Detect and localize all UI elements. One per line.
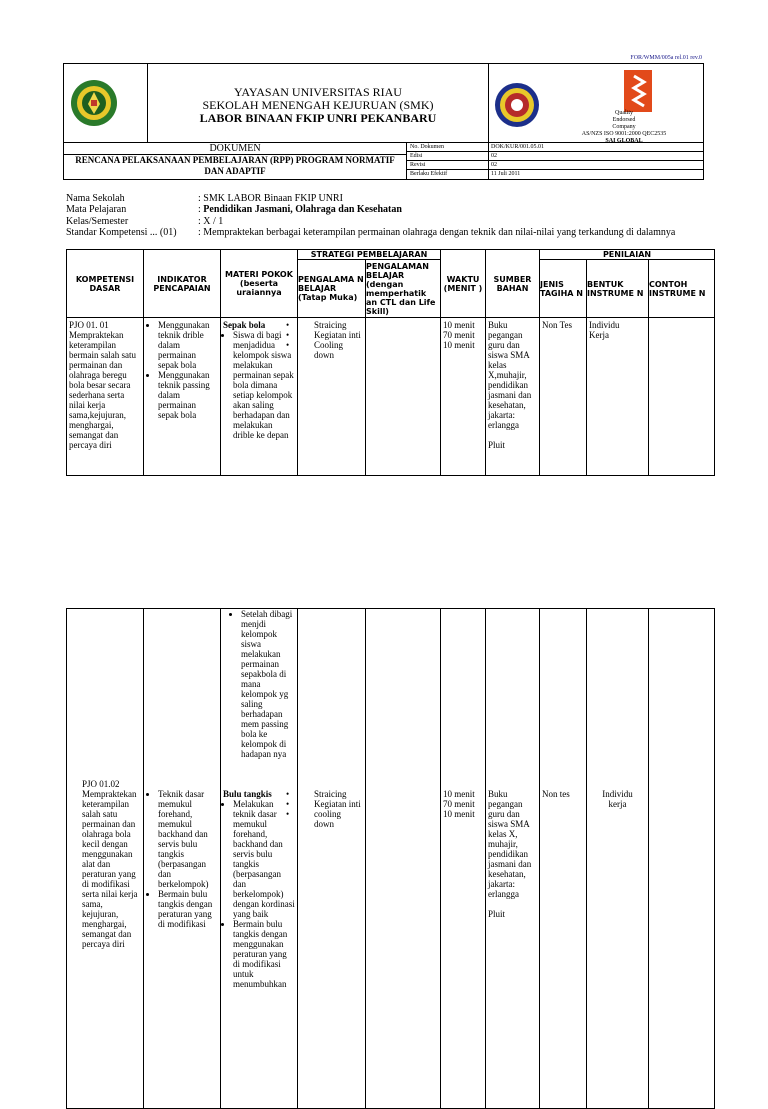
th-materi: MATERI POKOK (beserta uraiannya <box>221 250 298 318</box>
school-name: SEKOLAH MENENGAH KEJURUAN (SMK) <box>202 98 434 112</box>
cert-sai: SAI GLOBAL <box>605 138 643 144</box>
meta-value-1: 02 <box>491 153 497 159</box>
meta-label-0: No. Dokumen <box>410 144 444 150</box>
tatap-2-item: • cooling down <box>300 809 363 829</box>
indikator-1-item: • Menggunakan teknik passing dalam permainan sepak bola <box>158 370 218 420</box>
kompetensi-2-text: PJO 01.02 Mempraktekan keterampilan salah satu permainan dan olahraga bola kecil dengan menggunakan alat dan peraturan yang di modifikasi serta nilai kerja sama, kejujuran, menghargai, semangat dan percaya diri <box>82 779 138 949</box>
contoh-1 <box>649 318 715 476</box>
kelas-value: : X / 1 <box>198 216 224 227</box>
materi-2 <box>221 609 298 1109</box>
unri-logo <box>69 78 119 128</box>
cert-company: Company <box>612 124 636 130</box>
bentuk-2-text: Individu kerja <box>602 789 633 809</box>
document-row <box>63 143 704 180</box>
th-kompetensi: KOMPETENSI DASAR <box>67 250 144 318</box>
th-sumber: SUMBER BAHAN <box>486 250 540 318</box>
waktu-1: 10 menit 70 menit 10 menit <box>441 318 486 476</box>
meta-value-2: 02 <box>491 162 497 168</box>
materi-2-title: Bulu tangkis <box>223 789 272 799</box>
lab-name: LABOR BINAAN FKIP UNRI PEKANBARU <box>199 111 437 125</box>
document-label: DOKUMEN <box>209 143 261 154</box>
meta-value-3: 11 Juli 2011 <box>491 171 521 177</box>
cert-endorsed: Endorsed <box>612 117 636 123</box>
nama-sekolah-label: Nama Sekolah <box>66 193 125 204</box>
th-waktu: WAKTU (MENIT ) <box>441 250 486 318</box>
th-ctl: PENGALAMAN BELAJAR (dengan memperhatik an CTL dan Life Skill) <box>366 260 441 318</box>
cert-quality: Quality <box>615 110 633 116</box>
bentuk-1: Individu Kerja <box>587 318 649 476</box>
form-code: FOR/WMM/005a rel.01 rev.0 <box>630 55 702 61</box>
jenis-1: Non Tes <box>540 318 587 476</box>
ctl-1 <box>366 318 441 476</box>
tatap-1-item: • Straicing <box>300 320 363 330</box>
foundation-name: YAYASAN UNIVERSITAS RIAU <box>234 85 402 99</box>
rpp-table-continued <box>66 608 715 1109</box>
th-tatap: PENGALAMA N BELAJAR (Tatap Muka) <box>298 260 366 318</box>
table-row <box>67 318 715 476</box>
th-strategi: STRATEGI PEMBELAJARAN <box>298 250 441 260</box>
jenis-2-text: Non tes <box>542 789 570 799</box>
tatap-1-item: • Kegiatan inti <box>300 330 363 340</box>
materi-2-item: • Bermain bulu tangkis dengan menggunakan peraturan yang di modifikasi untuk menumbuhkan <box>233 919 295 989</box>
mapel-label: Mata Pelajaran <box>66 204 127 215</box>
document-title: RENCANA PELAKSANAAN PEMBELAJARAN (RPP) PROGRAM NORMATIF DAN ADAPTIF <box>75 155 395 176</box>
th-contoh: CONTOH INSTRUME N <box>649 260 715 318</box>
sumber-1: Buku pegangan guru dan siswa SMA kelas X,muhajir, pendidikan jasmani dan kesehatan, jakarta: erlangga Pluit <box>486 318 540 476</box>
meta-label-1: Edisi <box>410 153 423 159</box>
meta-label-3: Berlaku Efektif <box>410 171 448 177</box>
sumber-2 <box>486 609 540 1109</box>
nama-sekolah-value: : SMK LABOR Binaan FKIP UNRI <box>198 193 343 204</box>
school-logo <box>494 82 540 128</box>
table-row <box>67 609 715 1109</box>
jenis-2 <box>540 609 587 1109</box>
tatap-2-item: • Kegiatan inti <box>300 799 363 809</box>
indikator-2-item: • Teknik dasar memukul forehand, memukul backhand dan servis bulu tangkis (berpasangan dan berkelompok) <box>158 789 218 889</box>
quality-badge <box>624 70 652 112</box>
kompetensi-2 <box>67 609 144 1109</box>
cert-iso: AS/NZS ISO 9001:2000 QEC2535 <box>581 131 667 137</box>
kelas-label: Kelas/Semester <box>66 216 129 227</box>
th-jenis: JENIS TAGIHA N <box>540 260 587 318</box>
contoh-2 <box>649 609 715 1109</box>
sumber-2-text: Buku pegangan guru dan siswa SMA kelas X, muhajir, pendidikan jasmani dan kesehatan, jakarta: erlangga Pluit <box>488 789 532 919</box>
meta-value-0: DOK/KUR/001.05.01 <box>491 144 545 150</box>
th-penilaian: PENILAIAN <box>540 250 715 260</box>
tatap-1-item: • Cooling down <box>300 340 363 360</box>
sk-label: Standar Kompetensi ... (01) <box>66 227 177 238</box>
materi-1-item: • Siswa di bagi menjadidua kelompok siswa melakukan permainan sepak bola dimana setiap kelompok akan saling berhadapan dan melakukan drible ke depan <box>233 330 295 440</box>
kompetensi-1: PJO 01. 01 Mempraktekan keterampilan bermain salah satu permainan dan olahraga beregu bola besar secara sederhana serta nilai kerja sama,kejujuran, menghargai, semangat dan percaya diri <box>67 318 144 476</box>
materi-2-cont-item: • Setelah dibagi menjdi kelompok siswa melakukan permainan sepakbola di mana kelompok yg saling berhadapan mem passing bola ke kelompok di hadapan nya <box>241 609 295 759</box>
bentuk-2 <box>587 609 649 1109</box>
letterhead <box>63 63 704 143</box>
sk-value: : Mempraktekan berbagai keterampilan permainan olahraga dengan teknik dan nilai-nilai yang terkandung di dalamnya <box>198 227 676 238</box>
waktu-2-text: 10 menit 70 menit 10 menit <box>443 789 475 819</box>
tatap-2 <box>298 609 366 1109</box>
th-bentuk: BENTUK INSTRUME N <box>587 260 649 318</box>
ctl-2 <box>366 609 441 1109</box>
mapel-value: Pendidikan Jasmani, Olahraga dan Kesehatan <box>203 204 402 215</box>
indikator-2 <box>144 609 221 1109</box>
waktu-2 <box>441 609 486 1109</box>
indikator-1 <box>144 318 221 476</box>
materi-2-item: • Melakukan teknik dasar memukul forehand, backhand dan servis bulu tangkis (berpasangan dan berkelompok) dengan kordinasi yang baik <box>233 799 295 919</box>
tatap-1 <box>298 318 366 476</box>
mapel-value-wrap: : Pendidikan Jasmani, Olahraga dan Kesehatan <box>198 204 402 215</box>
materi-1-title: Sepak bola <box>223 320 266 330</box>
tatap-2-item: • Straicing <box>300 789 363 799</box>
rpp-table <box>66 249 715 476</box>
meta-label-2: Revisi <box>410 162 426 168</box>
indikator-2-item: • Bermain bulu tangkis dengan peraturan yang di modifikasi <box>158 889 218 929</box>
indikator-1-item: • Menggunakan teknik drible dalam permainan sepak bola <box>158 320 218 370</box>
th-indikator: INDIKATOR PENCAPAIAN <box>144 250 221 318</box>
